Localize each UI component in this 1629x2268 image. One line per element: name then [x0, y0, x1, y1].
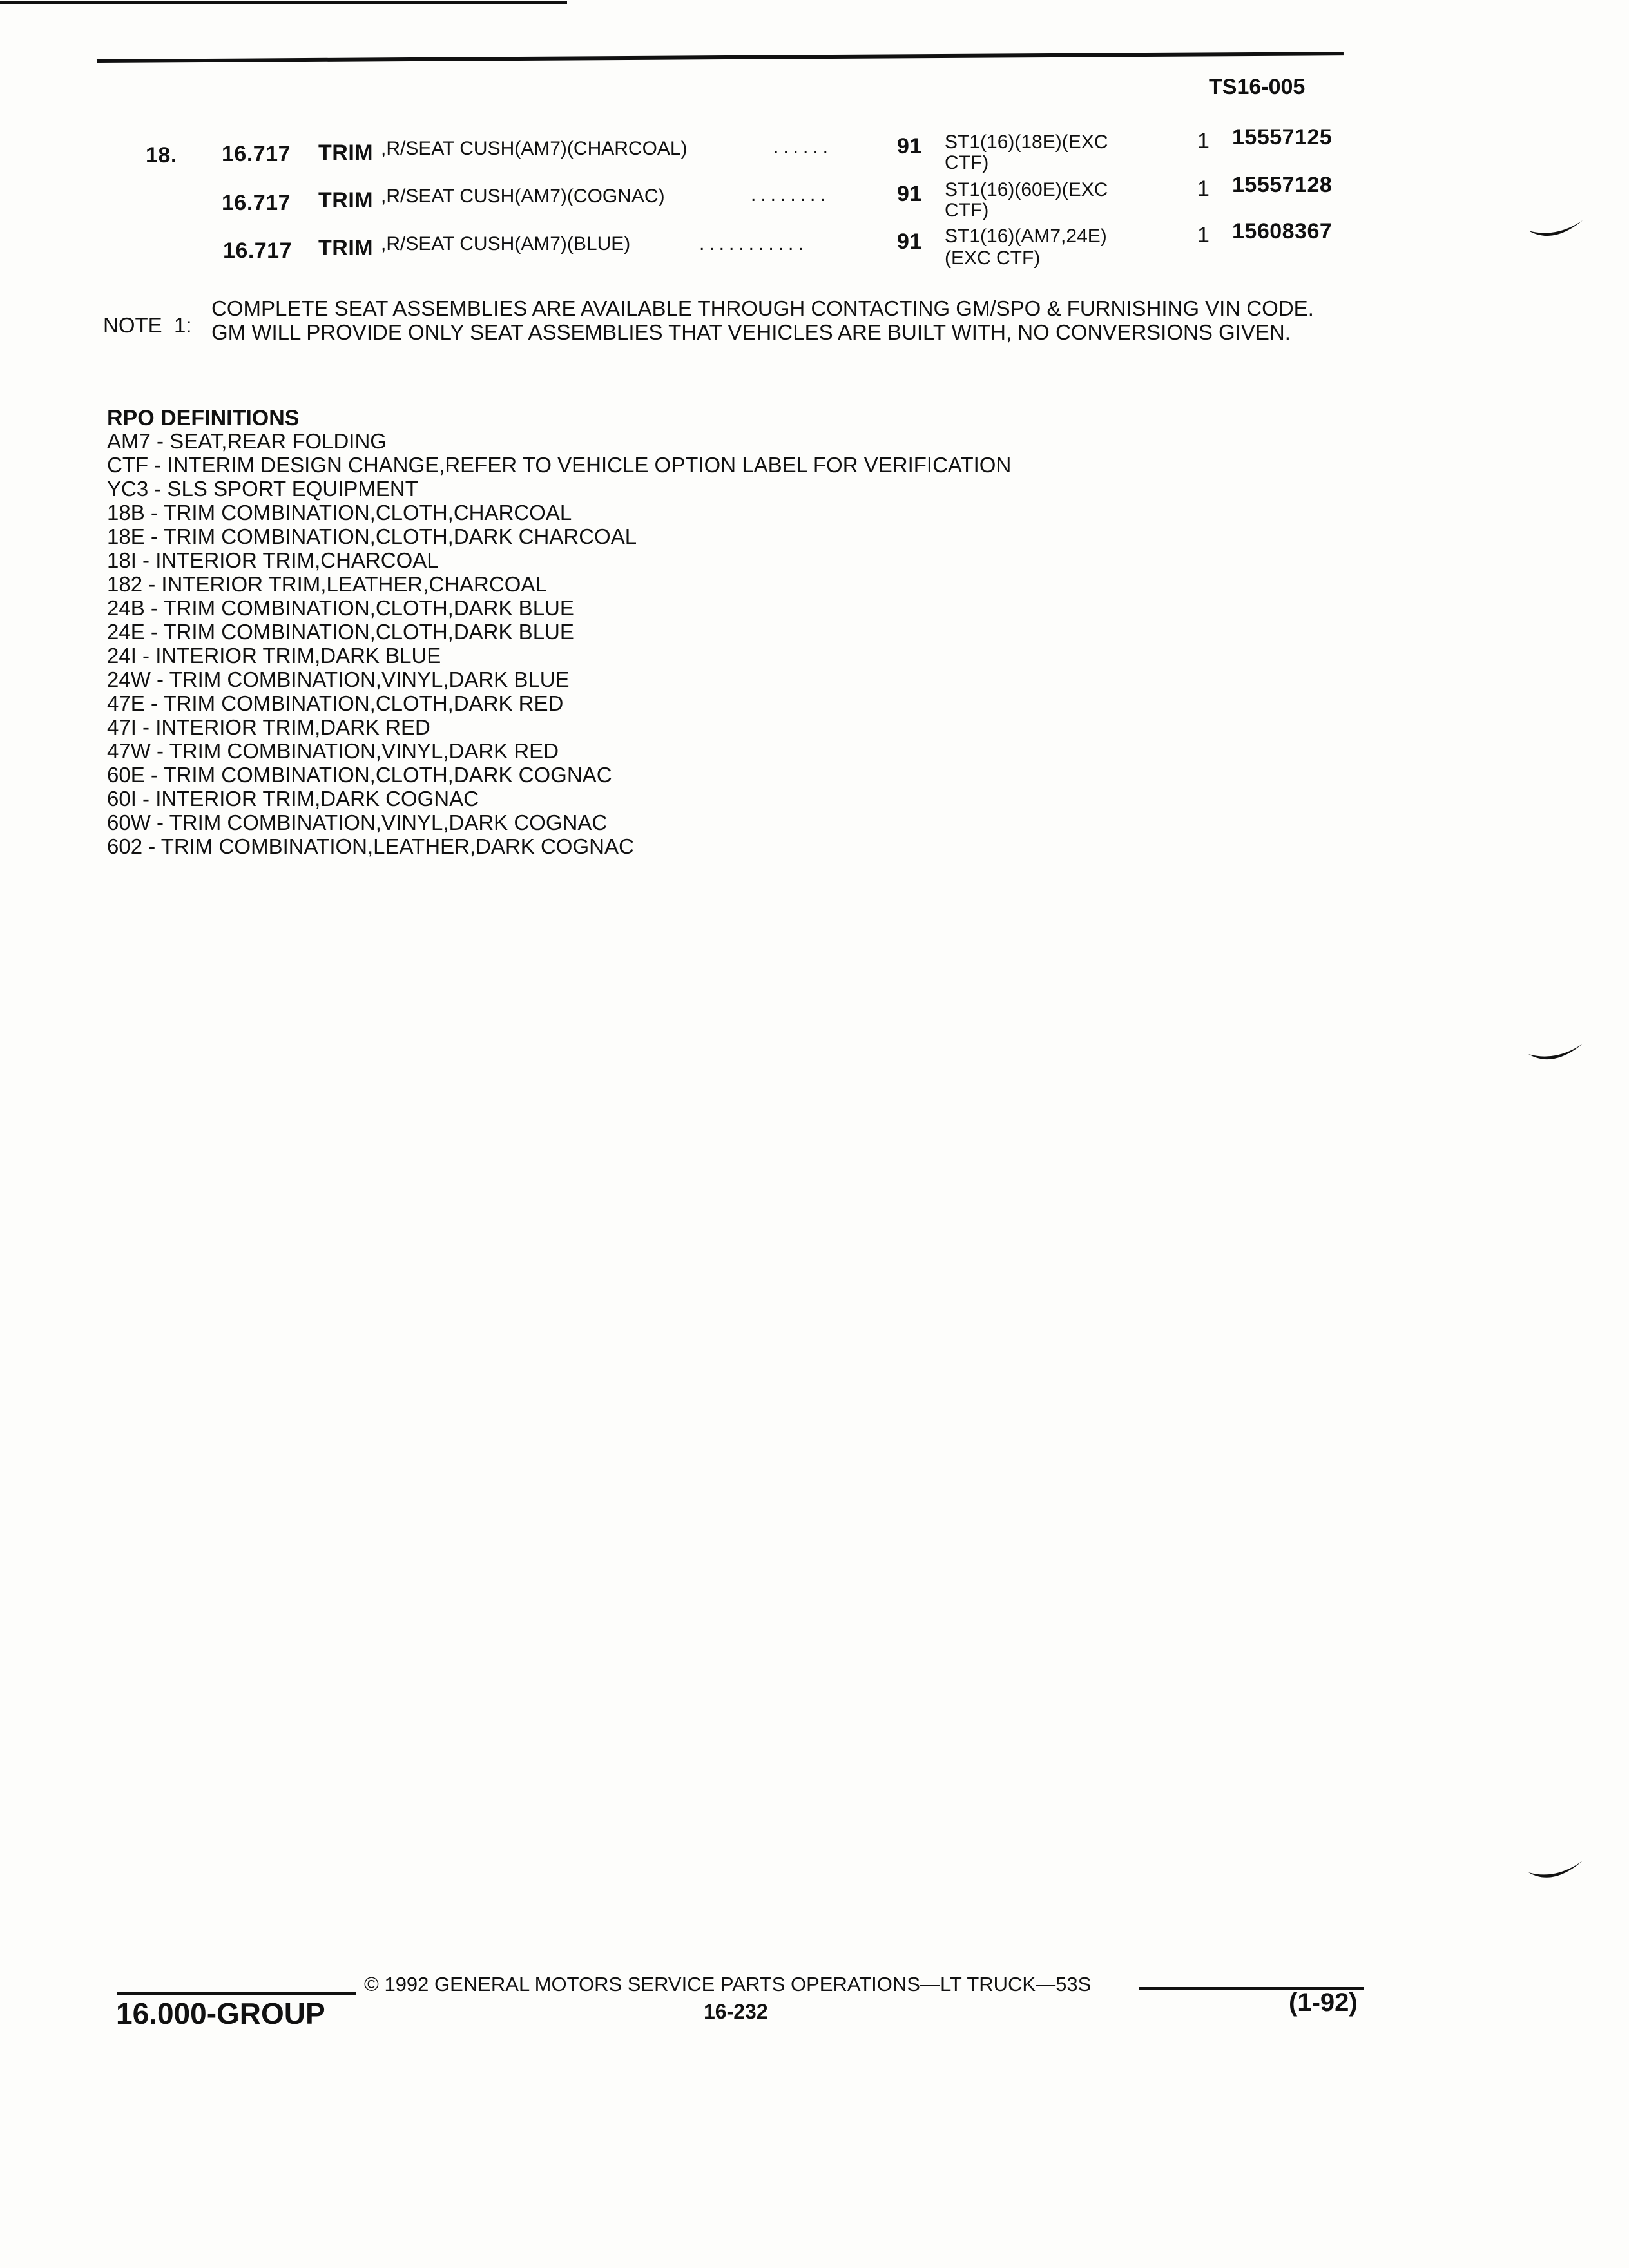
rpo-item: 182 - INTERIOR TRIM,LEATHER,CHARCOAL	[107, 572, 547, 596]
rpo-item: 60I - INTERIOR TRIM,DARK COGNAC	[107, 787, 479, 811]
leader-dots: ........	[751, 184, 830, 206]
footer-page-number: 16-232	[704, 2000, 768, 2023]
part-description: ,R/SEAT CUSH(AM7)(CHARCOAL)	[381, 138, 688, 159]
model-year: 91	[897, 134, 922, 159]
rpo-item: 47E - TRIM COMBINATION,CLOTH,DARK RED	[107, 691, 564, 715]
rpo-item: 60W - TRIM COMBINATION,VINYL,DARK COGNAC	[107, 811, 608, 834]
leader-dots: ......	[773, 137, 833, 158]
usage-line-2: CTF)	[945, 200, 989, 221]
usage-line-2: CTF)	[945, 152, 989, 173]
part-name: TRIM	[318, 188, 374, 213]
part-number: 15608367	[1232, 219, 1333, 244]
rpo-item: 18E - TRIM COMBINATION,CLOTH,DARK CHARCOAL	[107, 524, 637, 548]
rpo-item: 18I - INTERIOR TRIM,CHARCOAL	[107, 548, 439, 572]
rpo-item: CTF - INTERIM DESIGN CHANGE,REFER TO VEHICLE OPTION LABEL FOR VERIFICATION	[107, 453, 1012, 477]
note-text: COMPLETE SEAT ASSEMBLIES ARE AVAILABLE THROUGH CONTACTING GM/SPO & FURNISHING VIN CODE. GM WILL PROVIDE ONLY SEAT ASSEMBLIES THAT VEHICLES ARE BUILT WITH, NO CONVERSIONS GIVEN.	[211, 296, 1314, 344]
quantity: 1	[1197, 177, 1210, 201]
rpo-item: 24I - INTERIOR TRIM,DARK BLUE	[107, 644, 441, 668]
footer-rule-left	[117, 1992, 356, 1995]
model-year: 91	[897, 229, 922, 254]
rpo-item: AM7 - SEAT,REAR FOLDING	[107, 429, 387, 453]
rpo-item: 24W - TRIM COMBINATION,VINYL,DARK BLUE	[107, 668, 570, 691]
rpo-item: 602 - TRIM COMBINATION,LEATHER,DARK COGNAC	[107, 834, 634, 858]
scan-edge-line	[0, 1, 567, 4]
header-rule	[97, 52, 1344, 63]
footer-copyright: © 1992 GENERAL MOTORS SERVICE PARTS OPERATIONS—LT TRUCK—53S	[364, 1973, 1092, 1995]
rpo-item: 47I - INTERIOR TRIM,DARK RED	[107, 715, 430, 739]
binder-mark	[1527, 213, 1585, 245]
binder-mark	[1527, 1856, 1585, 1888]
usage-line-1: ST1(16)(AM7,24E)	[945, 226, 1107, 247]
usage-line-1: ST1(16)(18E)(EXC	[945, 131, 1108, 153]
model-year: 91	[897, 182, 922, 206]
usage-line-1: ST1(16)(60E)(EXC	[945, 179, 1108, 200]
note-label: NOTE 1:	[103, 313, 192, 337]
rpo-item: 24E - TRIM COMBINATION,CLOTH,DARK BLUE	[107, 620, 574, 644]
group-number: 16.717	[222, 191, 291, 215]
rpo-list	[107, 429, 1011, 858]
footer-group: 16.000-GROUP	[116, 1997, 325, 2030]
rpo-item: 47W - TRIM COMBINATION,VINYL,DARK RED	[107, 739, 559, 763]
binder-mark	[1527, 1037, 1585, 1070]
rpo-heading: RPO DEFINITIONS	[107, 406, 300, 430]
rpo-item: 18B - TRIM COMBINATION,CLOTH,CHARCOAL	[107, 501, 572, 524]
group-number: 16.717	[222, 142, 291, 166]
group-number: 16.717	[223, 238, 292, 263]
doc-code: TS16-005	[1209, 75, 1306, 99]
part-name: TRIM	[318, 140, 374, 165]
part-name: TRIM	[318, 236, 374, 260]
part-number: 15557125	[1232, 125, 1333, 149]
item-number: 18.	[146, 143, 177, 168]
footer-revision: (1-92)	[1289, 1988, 1358, 2017]
part-description: ,R/SEAT CUSH(AM7)(COGNAC)	[381, 186, 665, 207]
rpo-item: YC3 - SLS SPORT EQUIPMENT	[107, 477, 418, 501]
rpo-item: 24B - TRIM COMBINATION,CLOTH,DARK BLUE	[107, 596, 574, 620]
part-number: 15557128	[1232, 173, 1333, 197]
usage-line-2: (EXC CTF)	[945, 247, 1041, 269]
part-description: ,R/SEAT CUSH(AM7)(BLUE)	[381, 233, 631, 255]
quantity: 1	[1197, 129, 1210, 153]
quantity: 1	[1197, 223, 1210, 247]
rpo-item: 60E - TRIM COMBINATION,CLOTH,DARK COGNAC	[107, 763, 612, 787]
leader-dots: ...........	[699, 233, 808, 255]
